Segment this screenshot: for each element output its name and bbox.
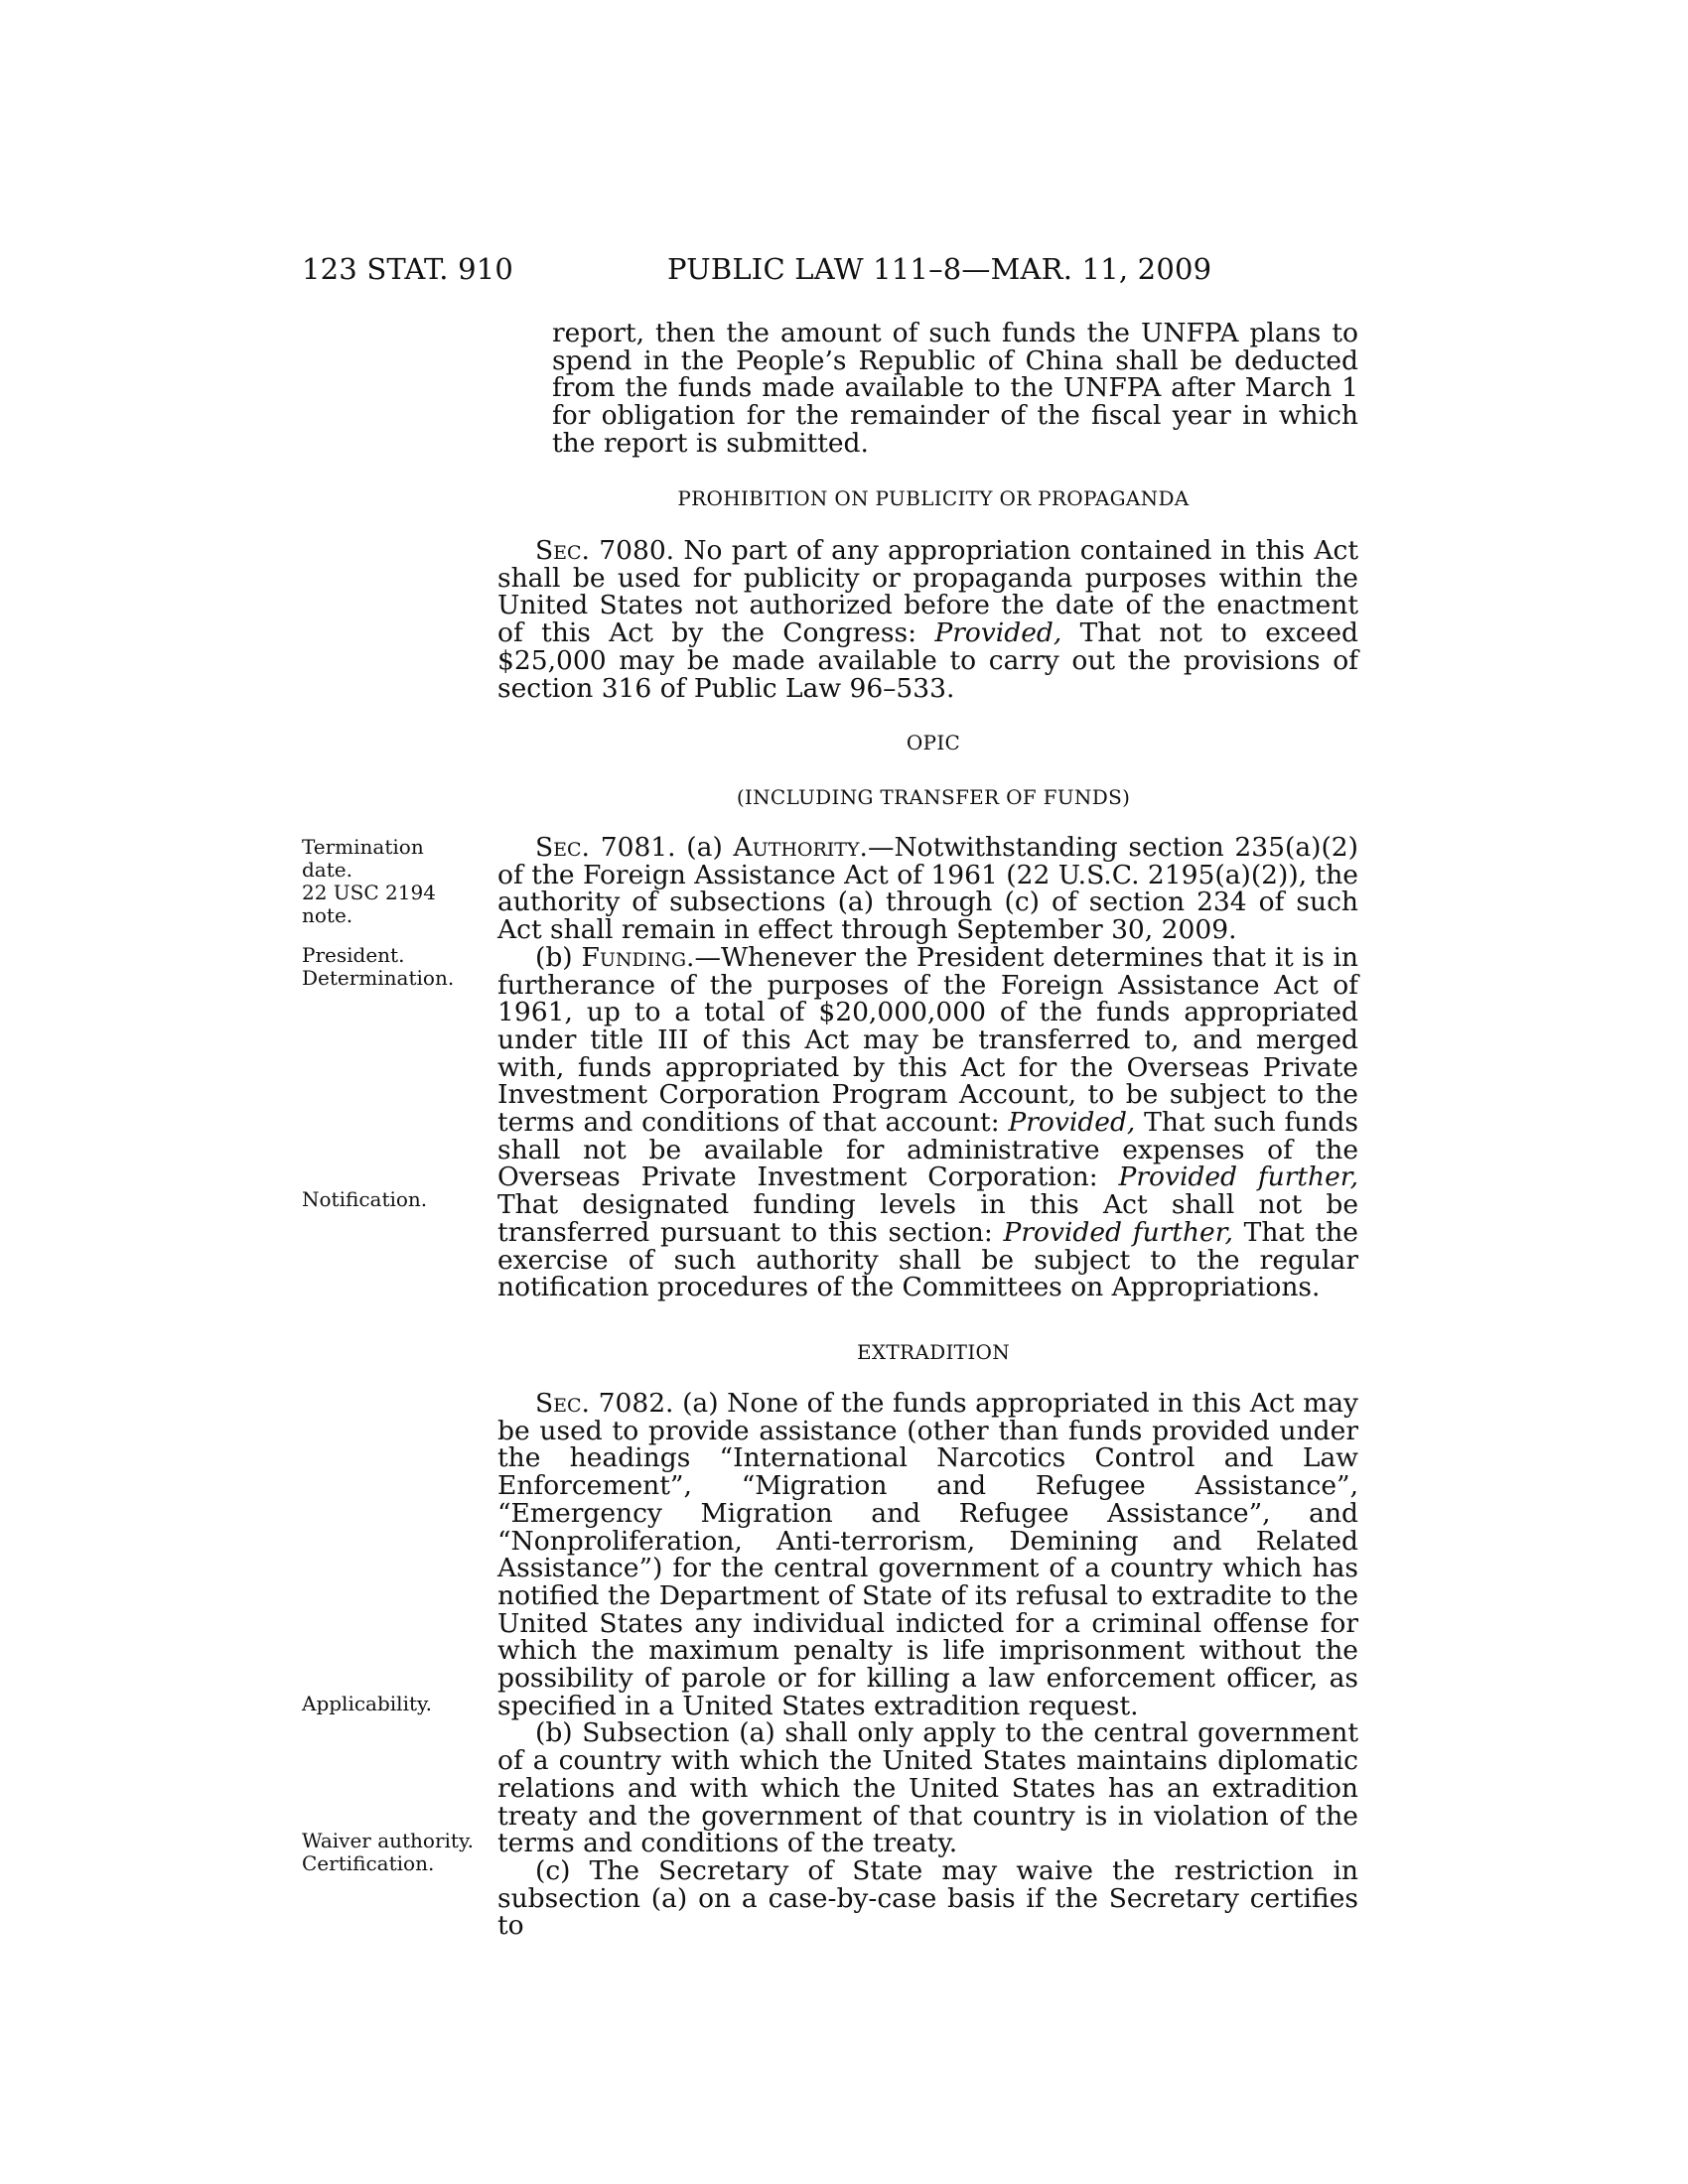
margin-note-line: Notification. xyxy=(302,1187,428,1211)
margin-note-president xyxy=(302,944,476,990)
text-span: —Notwithstanding section 235(a)(2) of the Foreign Assistance Act of 1961 (22 U.S.C. 2195(a)(2)), the authority of subsections (a) through (c) of section 234 of such Act shall remain in effect through September 30, 2009. xyxy=(497,832,1358,946)
margin-note-line: note. xyxy=(302,903,353,927)
provided-italic: Provided, xyxy=(934,617,1062,649)
section-7082-a xyxy=(497,1390,1358,1719)
text-span: That the exercise of such authority shall be subject to the regular notification procedures of the Committees on Appropriations. xyxy=(497,1216,1358,1303)
section-7082-c: (c) The Secretary of State may waive the restriction in subsection (a) on a case-by-case basis if the Secretary certifies to xyxy=(497,1854,1358,1942)
margin-note-notification xyxy=(302,1188,476,1211)
text-span: 7081. (a) xyxy=(590,832,734,863)
section-7082 xyxy=(497,1390,1358,1940)
intro-text: report, then the amount of such funds the UNFPA plans to spend in the People’s Republic of China shall be deducted from the funds made available to the UNFPA after March 1 for obligation for the remainder of the fiscal year in which the report is submitted. xyxy=(552,318,1358,459)
sec-label: Sec. xyxy=(535,535,590,566)
page-stat-reference: 123 STAT. 910 xyxy=(302,252,514,286)
text-span: —Whenever the President determines that it is in furtherance of the purposes of the Foreign Assistance Act of 1961, up to a total of $20,000,000 of the funds appropriated under title III of this Act may be transferred to, and merged with, funds appropriated by this Act for the Overseas Private Investment Corporation Program Account, to be subject to the terms and conditions of that account: xyxy=(497,941,1358,1139)
text-span: 7080. No part of any appropriation contained in this Act shall be used for publicity or propaganda purposes within the United States not authorized before the date of the enactment of this Act by the Congress: xyxy=(497,535,1358,649)
section-7080-text xyxy=(497,537,1358,702)
text-span: (b) xyxy=(535,941,582,973)
section-heading-extradition: EXTRADITION xyxy=(856,1340,1011,1364)
text-span: That designated funding levels in this Act shall not be transferred pursuant to this section: xyxy=(497,1189,1358,1248)
margin-note-line: Waiver authority. xyxy=(302,1829,474,1852)
margin-note-waiver xyxy=(302,1830,476,1875)
margin-note-line: 22 USC 2194 xyxy=(302,881,436,904)
margin-note-line: date. xyxy=(302,858,352,882)
sec-label: Sec. xyxy=(535,832,590,863)
section-7081 xyxy=(497,834,1358,1301)
sec-label: Sec. xyxy=(535,1388,590,1419)
text-span: That not to exceed $25,000 may be made available to carry out the provisions of section 316 of Public Law 96–533. xyxy=(497,617,1358,704)
margin-note-termination xyxy=(302,836,476,927)
section-7082-b: (b) Subsection (a) shall only apply to the central government of a country with which the United States maintains diplomatic relations and with which the United States has an extradition treaty and the government of that country is in violation of the terms and conditions of the treaty. xyxy=(497,1717,1358,1859)
page-title: PUBLIC LAW 111–8—MAR. 11, 2009 xyxy=(667,252,1212,286)
provided-italic: Provided, xyxy=(1008,1107,1136,1139)
text-span: 7082. (a) None of the funds appropriated in this Act may be used to provide assistance (other than funds provided under the headings “International Narcotics Control and Law Enforcement”, “Migration and Refugee Assistance”, “Emergency Migration and Refugee Assistance”, and “Nonproliferation, Anti-terrorism, Demining and Related Assistance”) for the central government of a country which has notified the Department of State of its refusal to extradite to the United States any individual indicted for a criminal offense for which the maximum penalty is life imprisonment without the possibility of parole or for killing a law enforcement officer, as specified in a United States extradition request. xyxy=(497,1388,1358,1721)
section-subheading-transfer: (INCLUDING TRANSFER OF FUNDS) xyxy=(736,785,1131,809)
intro-paragraph xyxy=(552,320,1358,458)
section-heading-publicity: PROHIBITION ON PUBLICITY OR PROPAGANDA xyxy=(677,486,1190,510)
section-7081-b xyxy=(497,941,1358,1303)
margin-note-line: Applicability. xyxy=(302,1692,432,1715)
margin-note-line: President. xyxy=(302,943,405,967)
provided-further-italic: Provided further, xyxy=(1118,1161,1358,1193)
section-heading-opic: OPIC xyxy=(906,731,961,754)
subsection-label-authority: Authority. xyxy=(733,832,868,863)
margin-note-applicability xyxy=(302,1693,476,1715)
margin-note-line: Certification. xyxy=(302,1851,435,1875)
margin-note-line: Termination xyxy=(302,835,424,859)
margin-note-line: Determination. xyxy=(302,966,455,990)
subsection-label-funding: Funding. xyxy=(581,941,695,973)
section-7081-a xyxy=(497,834,1358,944)
text-span: That such funds shall not be available for administrative expenses of the Overseas Private Investment Corporation: xyxy=(497,1107,1358,1193)
provided-further-italic: Provided further, xyxy=(1003,1216,1233,1248)
section-7080 xyxy=(497,537,1358,702)
